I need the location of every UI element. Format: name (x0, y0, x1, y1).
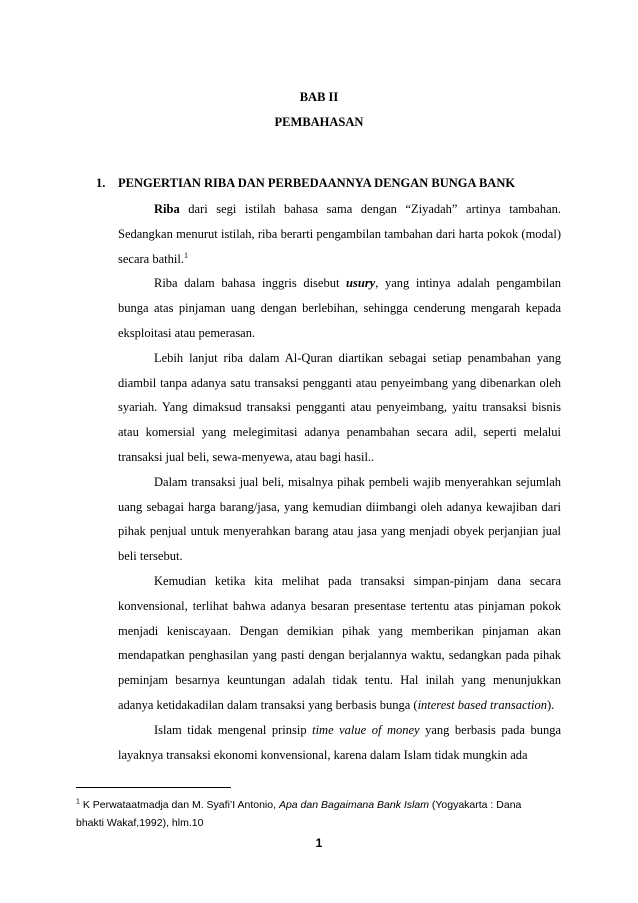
footnote-divider (76, 787, 231, 788)
footnote-ref: 1 (183, 250, 188, 260)
paragraph-6-text-a: Islam tidak mengenal prinsip (154, 722, 313, 737)
paragraph-2-text-b: , yang intinya adalah pengambilan bunga atas pinjaman uang dengan berlebihan, sehingga cenderung mengarah kepada eksploitasi atau pemerasan. (118, 276, 561, 340)
heading-text: PENGERTIAN RIBA DAN PERBEDAANNYA DENGAN BUNGA BANK (118, 176, 516, 190)
page-number: 1 (315, 836, 323, 850)
term-usury: usury (346, 276, 376, 291)
term-time-value: time value of money (312, 722, 420, 737)
paragraph-3: Lebih lanjut riba dalam Al-Quran diartikan sebagai setiap penambahan yang diambil tanpa adanya satu transaksi pengganti atau penyeimbang yang dibenarkan oleh syariah. Yang dimaksud transaksi pengganti atau penyeimbang, yaitu transaksi bisnis atau komersial yang melegimitasi adanya penambahan secara adil, seperti melalui transaksi jual beli, sewa-menyewa, atau bagi hasil.. (118, 350, 561, 464)
paragraph-1-text: dari segi istilah bahasa sama dengan “Ziyadah” artinya tambahan. Sedangkan menurut istilah, riba berarti pengambilan tambahan dari harta pokok (modal) secara bathil. (118, 202, 561, 266)
footnote-text-b: (Yogyakarta : Dana bhakti Wakaf,1992), hlm.10 (76, 799, 522, 829)
heading-number: 1. (96, 176, 106, 190)
body-text (118, 197, 561, 767)
paragraph-6 (118, 718, 561, 768)
section-title: PEMBAHASAN (274, 115, 364, 129)
chapter-label: BAB II (299, 90, 339, 104)
paragraph-5 (118, 569, 561, 718)
paragraph-2-text-a: Riba dalam bahasa inggris disebut (154, 276, 347, 291)
term-interest-based: interest based transaction (417, 697, 547, 712)
footnote-text-a: K Perwataatmadja dan M. Syafi’I Antonio, (79, 799, 279, 811)
paragraph-4: Dalam transaksi jual beli, misalnya pihak pembeli wajib menyerahkan sejumlah uang sebagai harga barang/jasa, yang kemudian diimbangi oleh adanya kewajiban dari pihak penjual untuk menyerahkan barang atau jasa yang menjadi obyek perjanjian jual beli tersebut. (118, 474, 561, 564)
paragraph-6-text-b: yang berbasis pada bunga layaknya transaksi ekonomi konvensional, karena dalam Islam tidak mungkin ada (118, 722, 562, 762)
paragraph-1 (118, 197, 561, 271)
section-heading (96, 176, 515, 191)
paragraph-5-text-b: ). (546, 697, 555, 712)
paragraph-5-text: Kemudian ketika kita melihat pada transaksi simpan-pinjam dana secara konvensional, terlihat bahwa adanya besaran presentase tertentu atas pinjaman pokok menjadi keniscayaan. Dengan demikian pihak yang memberikan pinjaman akan mendapatkan penghasilan yang pasti dengan berjalannya waktu, sedangkan pada pihak peminjam besarnya keuntungan adalah tidak tentu. Hal inilah yang menunjukkan adanya ketidakadilan dalam transaksi yang berbasis bunga ( (118, 573, 561, 712)
term-riba: Riba (154, 202, 180, 216)
footnote-book-title: Apa dan Bagaimana Bank Islam (278, 799, 429, 811)
paragraph-2 (118, 271, 561, 345)
footnote-marker: 1 (76, 798, 80, 806)
footnote (76, 796, 546, 832)
